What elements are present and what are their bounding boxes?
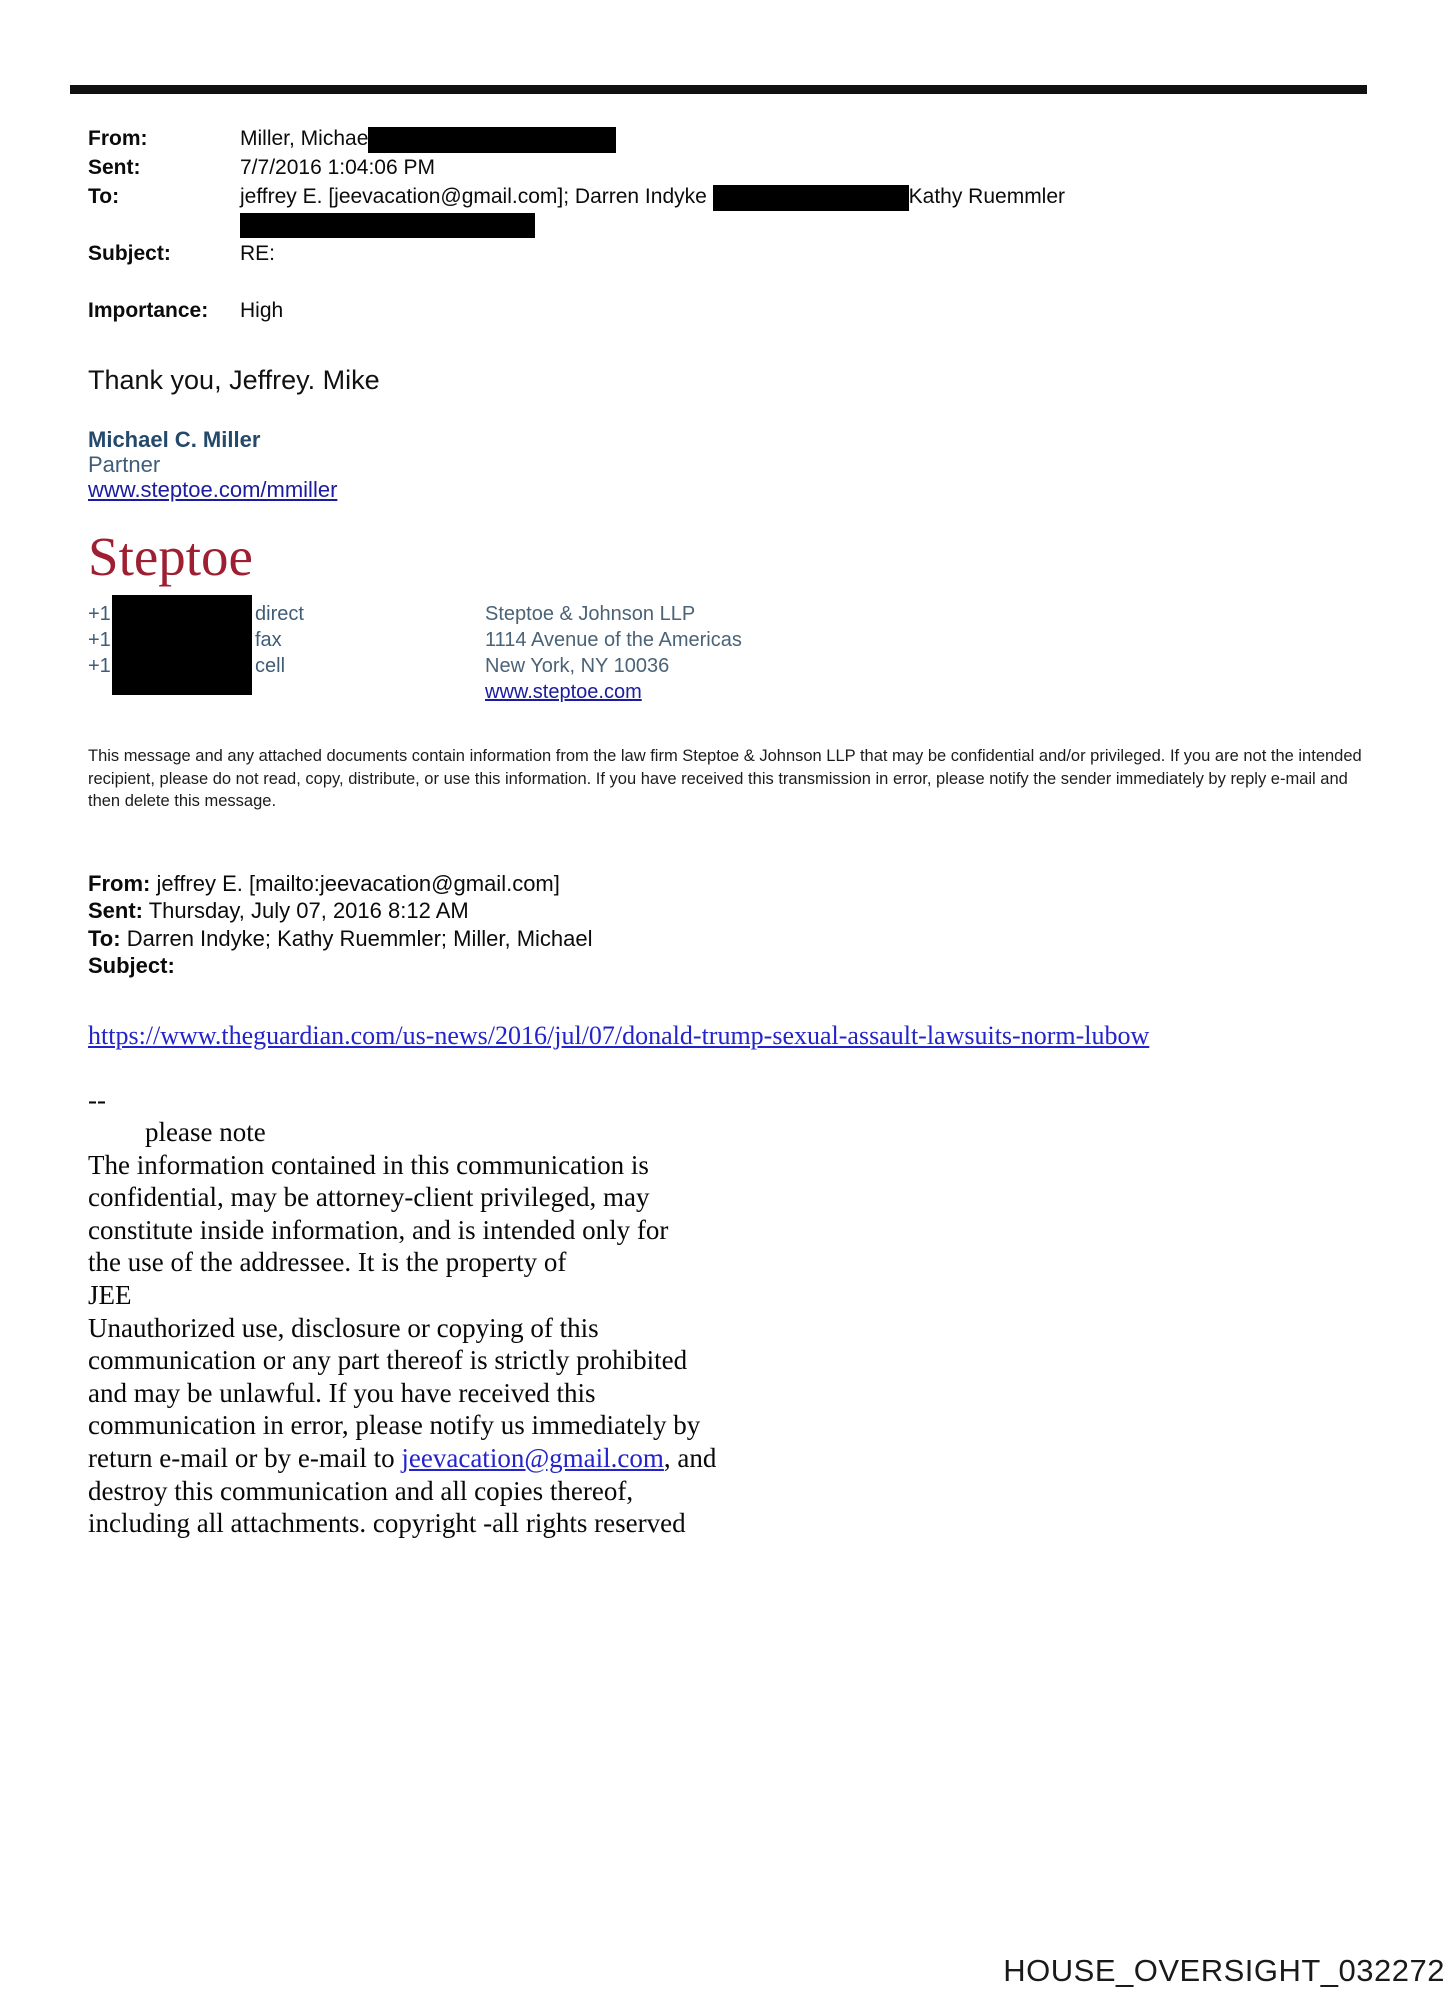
from-label: From: <box>88 127 148 150</box>
note-heading: please note <box>145 1117 266 1148</box>
sent-label: Sent: <box>88 156 141 179</box>
subject-value: RE: <box>240 242 276 265</box>
redaction-bar <box>713 185 909 211</box>
from-line: From: jeffrey E. [mailto:jeevacation@gmail.com] <box>88 870 560 896</box>
signature-name: Michael C. Miller <box>88 427 261 452</box>
phone-row-direct: +1 direct <box>88 603 304 625</box>
body-line: JEE <box>88 1280 132 1311</box>
email1-header <box>88 124 1383 325</box>
email-document-page <box>0 85 1453 1540</box>
from-label: From: <box>88 870 151 896</box>
body-line: Unauthorized use, disclosure or copying of this <box>88 1312 599 1343</box>
body-line: and may be unlawful. If you have received this <box>88 1377 596 1408</box>
steptoe-logo: Steptoe <box>88 526 253 587</box>
address-line: 1114 Avenue of the Americas <box>485 629 742 651</box>
phone-type-label: cell <box>255 655 286 677</box>
header-spacer <box>88 268 1383 296</box>
body-line: confidential, may be attorney-client privileged, may <box>88 1182 650 1213</box>
email2-body <box>88 1084 1383 1540</box>
to-label: To: <box>88 185 120 208</box>
signature-block <box>88 427 1383 502</box>
address-line: New York, NY 10036 <box>485 655 670 677</box>
body-line: including all attachments. copyright -all rights reserved <box>88 1508 686 1539</box>
phone-type-label: direct <box>255 603 304 625</box>
importance-label: Importance: <box>88 299 209 322</box>
header-divider-rule <box>70 85 1367 94</box>
phone-row-fax: +1 fax <box>88 629 282 651</box>
bates-number: HOUSE_OVERSIGHT_032272 <box>1003 1953 1445 1988</box>
redaction-bar <box>368 127 616 153</box>
profile-link[interactable]: www.steptoe.com/mmiller <box>88 477 338 502</box>
body-line: the use of the addressee. It is the property of <box>88 1247 567 1278</box>
firm-disclaimer: This message and any attached documents contain information from the law firm Steptoe & Johnson LLP that may be confidential and/or privileged. If you are not the intended recipient, please do not read, copy, distribute, or use this information. If you have received this transmission in error, please notify the sender immediately by reply e-mail and then delete this message. <box>88 747 1362 810</box>
subject-line <box>88 952 1383 980</box>
signature-separator: -- <box>88 1084 106 1115</box>
body-line: constitute inside information, and is intended only for <box>88 1214 669 1245</box>
to-value: jeffrey E. [jeevacation@gmail.com]; Darren Indyke Kathy Ruemmler <box>240 182 1383 239</box>
phone-column <box>88 601 485 705</box>
firm-website-link[interactable]: www.steptoe.com <box>485 681 642 703</box>
address-column <box>485 601 742 705</box>
phone-type-label: fax <box>255 629 282 651</box>
body-line: The information contained in this communication is <box>88 1149 649 1180</box>
redaction-bar <box>112 595 252 695</box>
article-link-line <box>88 1021 1383 1051</box>
redaction-bar <box>240 213 535 238</box>
firm-name: Steptoe & Johnson LLP <box>485 603 696 625</box>
email-body-text: Thank you, Jeffrey. Mike <box>88 365 380 395</box>
importance-value: High <box>240 299 284 322</box>
signature-title: Partner <box>88 452 161 477</box>
body-line: communication in error, please notify us immediately by <box>88 1410 701 1441</box>
to-line: To: Darren Indyke; Kathy Ruemmler; Miller, Michael <box>88 925 593 951</box>
contact-block <box>88 601 1383 705</box>
sent-line: Sent: Thursday, July 07, 2016 8:12 AM <box>88 898 469 923</box>
to-label: To: <box>88 925 121 951</box>
guardian-article-link[interactable]: https://www.theguardian.com/us-news/2016/jul/07/donald-trump-sexual-assault-lawsuits-norm-lubow <box>88 1020 1150 1050</box>
body-line: communication or any part thereof is strictly prohibited <box>88 1345 688 1376</box>
subject-label: Subject: <box>88 953 175 978</box>
sent-value: 7/7/2016 1:04:06 PM <box>240 156 435 179</box>
subject-label: Subject: <box>88 242 171 265</box>
sent-label: Sent: <box>88 898 143 923</box>
body-line: destroy this communication and all copies thereof, <box>88 1475 634 1506</box>
phone-row-cell: +1 cell <box>88 655 286 677</box>
body-line-with-link: return e-mail or by e-mail to jeevacation@gmail.com, and <box>88 1443 717 1474</box>
from-value: Miller, Michae <box>240 124 1383 153</box>
email2-header <box>88 870 1383 980</box>
reply-email-link[interactable]: jeevacation@gmail.com <box>401 1443 664 1474</box>
